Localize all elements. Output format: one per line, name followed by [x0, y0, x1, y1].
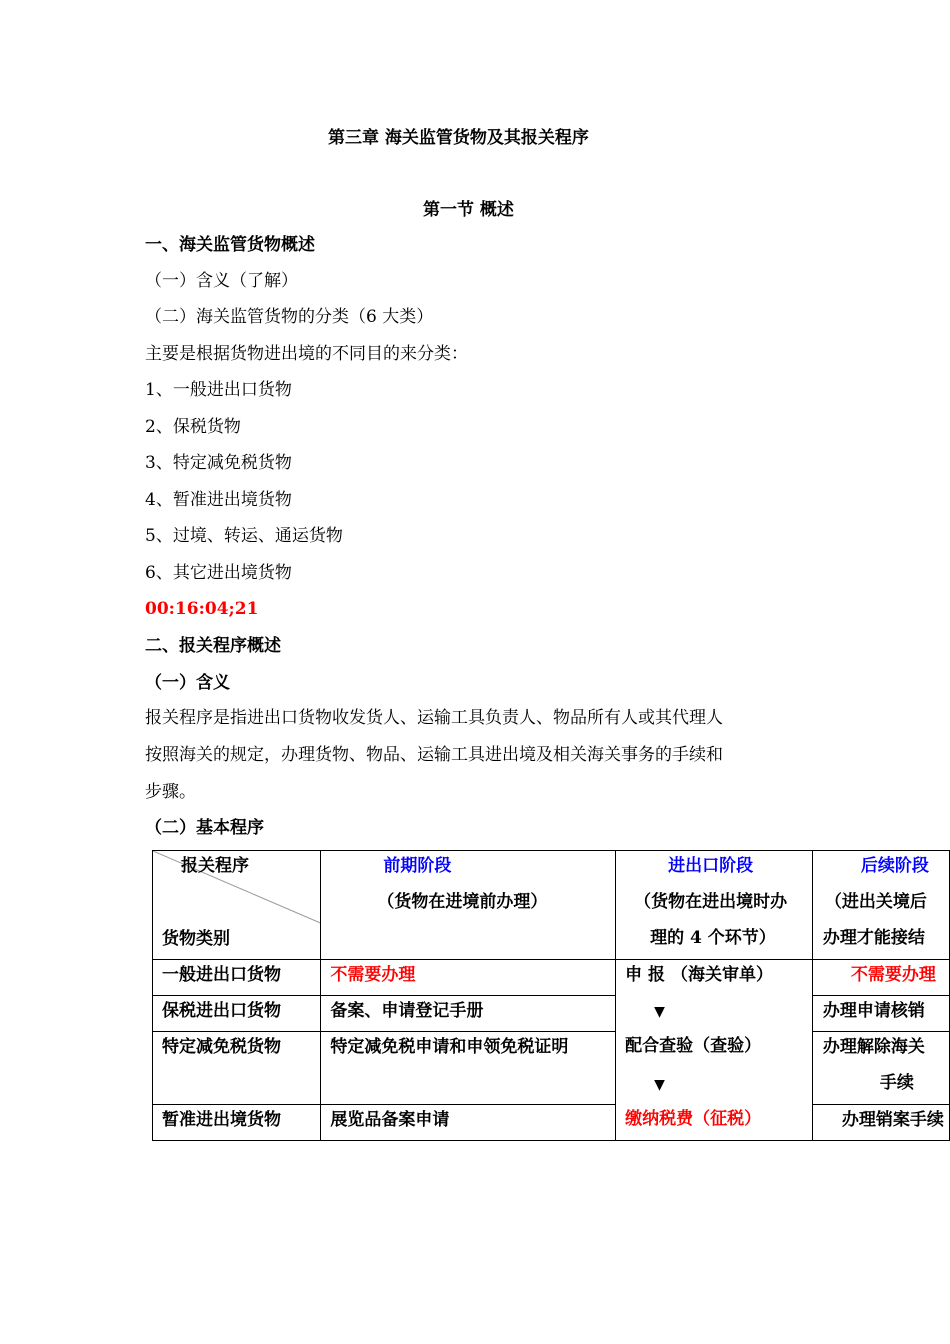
post-value: 办理销案手续: [841, 1110, 944, 1130]
header-pre-stage: [321, 851, 616, 960]
section-title: 第一节 概述: [423, 200, 514, 220]
post-cell: [812, 1105, 949, 1141]
post-cell: [812, 1032, 949, 1105]
post-value: 办理解除海关: [822, 1037, 925, 1057]
step-declare: 申 报 （海关审单）: [625, 965, 773, 985]
pre-stage-title: 前期阶段: [383, 856, 452, 876]
post-cell: [812, 960, 949, 996]
category-label: 特定减免税货物: [162, 1037, 281, 1057]
category-cell: [153, 996, 321, 1032]
post-cell: [812, 996, 949, 1032]
category-cell: [153, 1032, 321, 1105]
pre-cell: [321, 1105, 616, 1141]
pre-cell: [321, 960, 616, 996]
post-value: 办理申请核销: [822, 1001, 925, 1021]
class-intro: 主要是根据货物进出境的不同目的来分类：: [145, 344, 468, 364]
pre-cell: [321, 1032, 616, 1105]
io-stage-note-2: 理的 4 个环节）: [650, 928, 776, 948]
header-post-stage: [812, 851, 949, 960]
post-stage-title: 后续阶段: [860, 856, 929, 876]
class-item-5: 5、过境、转运、通运货物: [145, 526, 343, 546]
category-label: 一般进出口货物: [162, 965, 281, 985]
timestamp: 00:16:04;21: [145, 599, 259, 619]
chapter-title: 第三章 海关监管货物及其报关程序: [328, 128, 589, 148]
down-arrow-icon: ▼: [654, 1077, 665, 1093]
header-io-stage: [616, 851, 813, 960]
pre-value: 展览品备案申请: [330, 1110, 450, 1130]
post-stage-note-2: 办理才能接结: [822, 928, 925, 948]
pre-value: 备案、申请登记手册: [330, 1001, 484, 1021]
class-item-6: 6、其它进出境货物: [145, 563, 292, 583]
table-header-row: [153, 851, 950, 960]
definition-line-1: 报关程序是指进出口货物收发货人、运输工具负责人、物品所有人或其代理人: [145, 708, 723, 728]
table-row: [153, 960, 950, 996]
definition-line-2: 按照海关的规定，办理货物、物品、运输工具进出境及相关海关事务的手续和: [145, 745, 723, 765]
step-pay-tax: 缴纳税费（征税）: [625, 1109, 762, 1129]
post-stage-note-1: （进出关境后: [824, 892, 927, 912]
category-cell: [153, 1105, 321, 1141]
post-value: 不需要办理: [850, 965, 936, 985]
category-label: 暂准进出境货物: [162, 1110, 281, 1130]
pre-value: 特定减免税申请和申领免税证明: [330, 1037, 569, 1057]
down-arrow-icon: ▼: [654, 1004, 665, 1020]
step-inspection: 配合查验（查验）: [625, 1036, 762, 1056]
table-row: [153, 1032, 950, 1105]
part2-meaning: （一）含义: [145, 673, 230, 693]
part1-heading: 一、海关监管货物概述: [145, 235, 315, 255]
procedure-table: [152, 850, 950, 1141]
class-item-1: 1、一般进出口货物: [145, 380, 292, 400]
item-classes: （二）海关监管货物的分类（6 大类）: [145, 307, 434, 327]
pre-value: 不需要办理: [330, 965, 416, 985]
corner-bottom-label: 货物类别: [162, 929, 230, 949]
part2-heading: 二、报关程序概述: [145, 636, 281, 656]
corner-cell: [153, 851, 321, 960]
io-steps-cell: [616, 960, 813, 1141]
class-item-2: 2、保税货物: [145, 417, 241, 437]
definition-line-3: 步骤。: [145, 782, 196, 802]
item-meaning: （一）含义（了解）: [145, 271, 298, 291]
table-row: [153, 996, 950, 1032]
io-stage-title: 进出口阶段: [668, 856, 754, 876]
category-cell: [153, 960, 321, 996]
io-stage-note-1: （货物在进出境时办: [634, 892, 788, 912]
table-row: [153, 1105, 950, 1141]
pre-cell: [321, 996, 616, 1032]
class-item-4: 4、暂准进出境货物: [145, 490, 292, 510]
pre-stage-note: （货物在进境前办理）: [377, 892, 548, 912]
corner-top-label: 报关程序: [181, 856, 249, 876]
category-label: 保税进出口货物: [162, 1001, 281, 1021]
basic-procedure-heading: （二）基本程序: [145, 818, 264, 838]
class-item-3: 3、特定减免税货物: [145, 453, 292, 473]
post-value-cont: 手续: [879, 1073, 914, 1093]
